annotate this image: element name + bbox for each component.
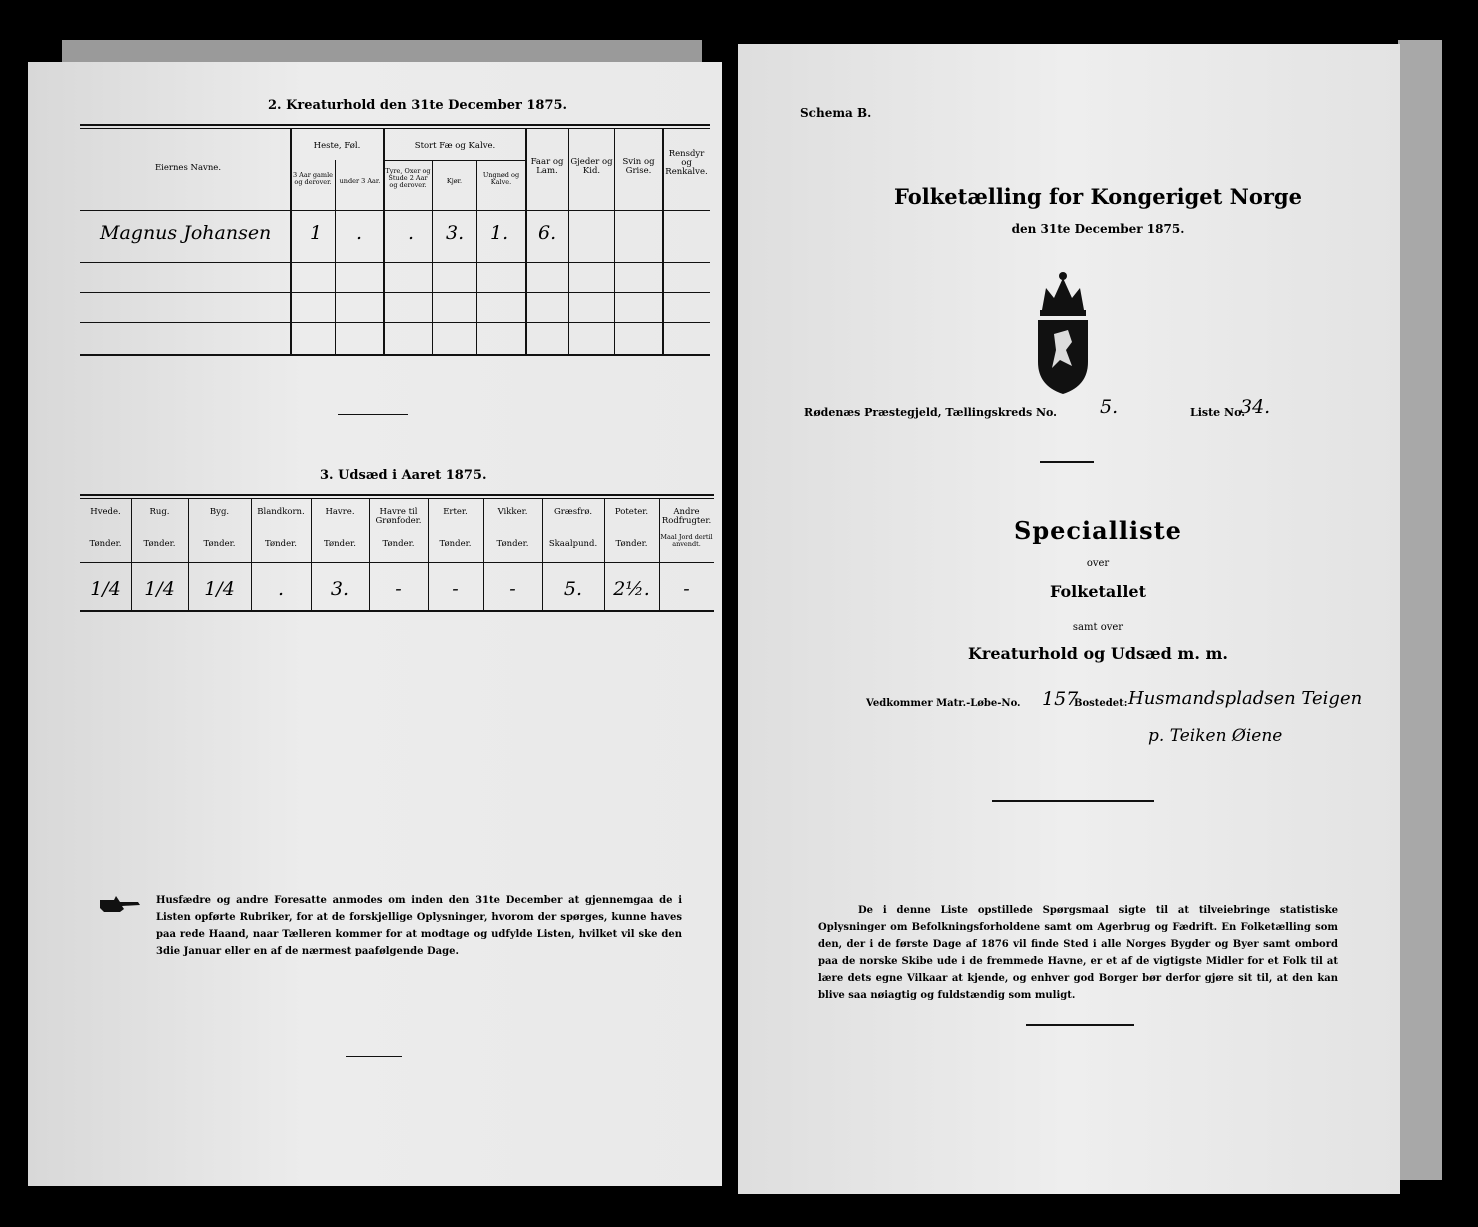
sowing-col-6-unit: Tønder. <box>439 539 472 549</box>
kreds-number: 5. <box>1100 396 1119 418</box>
special-title: Specialliste <box>1014 516 1182 545</box>
sowing-col-9-value: 2½. <box>613 578 650 600</box>
col-goats: Gjeder og Kid. <box>570 157 613 176</box>
main-title: Folketælling for Kongeriget Norge <box>894 184 1302 209</box>
bosted-label: Bostedet: <box>1074 698 1128 709</box>
sowing-col-0-unit: Tønder. <box>89 539 122 549</box>
sowing-col-4-value: 3. <box>330 578 350 600</box>
col-calves: Ungnød og Kalve. <box>482 171 520 186</box>
pointing-hand-icon <box>98 894 142 916</box>
col-horse-young: under 3 Aar. <box>339 177 381 185</box>
sowing-col-3-unit: Tønder. <box>265 539 297 549</box>
right-page <box>738 44 1400 1194</box>
notice-text: Husfædre og andre Foresatte anmodes om inden den 31te December at gjennemgaa de i Listen opførte Rubriker, for at de forskjellige Oplysninger, hvorom der spørges, kunne haves paa rede Haand, naar Tælleren kommer for at modtage og udfylde Listen, hvilket vil ske den 3die Januar eller en af de nærmest paafølgende Dage. <box>156 895 682 957</box>
sowing-col-8-unit: Skaalpund. <box>548 539 598 549</box>
right-sheet-edge <box>1398 40 1442 1180</box>
divider <box>992 800 1154 802</box>
census-date: den 31te December 1875. <box>1011 222 1185 236</box>
divider <box>338 414 408 415</box>
parish-label: Rødenæs Præstegjeld, Tællingskreds No. <box>804 406 1058 419</box>
sowing-col-0-label: Hvede. <box>90 507 121 517</box>
kreatur-label: Kreaturhold og Udsæd m. m. <box>968 644 1228 663</box>
sowing-col-4-unit: Tønder. <box>324 539 356 549</box>
col-reindeer: Rensdyr og Renkalve. <box>665 149 708 177</box>
left-sheet-edge <box>62 40 702 64</box>
livestock-title: 2. Kreaturhold den 31te December 1875. <box>268 98 568 113</box>
cows-value: 3. <box>446 222 465 244</box>
sowing-col-10-label: Andre Rodfrugter. <box>661 507 712 526</box>
calves-value: 1. <box>490 222 509 244</box>
bottom-divider <box>1026 1024 1134 1026</box>
col-horse-old: 3 Aar gamle og derover. <box>292 171 334 186</box>
bosted-line2: p. Teiken Øiene <box>1148 726 1283 746</box>
bottom-divider <box>346 1056 402 1057</box>
divider <box>1040 461 1094 463</box>
schema-label: Schema B. <box>800 106 872 120</box>
sowing-col-1-value: 1/4 <box>144 578 175 600</box>
sowing-col-9-unit: Tønder. <box>615 539 648 549</box>
sowing-col-1-label: Rug. <box>149 507 170 517</box>
explanation-text: De i denne Liste opstillede Spørgsmaal sigte til at tilveiebringe statistiske Oplysninger om Befolkningsforholdene samt om Agerbrug og Fædrift. En Folketælling som den, der i de første Dage af 1876 vil finde Sted i alle Norges Bygder og Byer samt ombord paa de norske Skibe ude i de fremmede Havne, er et af de vigtigste Midler for et Folk til at lære dets egne Vilkaar at kjende, og enhver god Borger bør derfor gjøre sit til, at den kan blive saa nøiagtig og fuldstændig som muligt. <box>818 905 1338 1001</box>
sowing-col-3-value: . <box>277 578 285 600</box>
sowing-title: 3. Udsæd i Aaret 1875. <box>320 468 487 483</box>
sowing-col-9-label: Poteter. <box>614 507 649 517</box>
sowing-col-5-unit: Tønder. <box>382 539 415 549</box>
matr-number: 157 <box>1042 688 1079 710</box>
bosted-line1: Husmandspladsen Teigen <box>1128 688 1363 709</box>
coat-of-arms-icon <box>1032 270 1094 396</box>
sowing-col-5-label: Havre til Grønfoder. <box>375 507 422 526</box>
sowing-col-7-label: Vikker. <box>497 507 528 517</box>
sowing-col-5-value: - <box>395 578 402 600</box>
folketallet-label: Folketallet <box>1050 582 1146 601</box>
samt-over-label: samt over <box>1072 622 1124 633</box>
sowing-col-4-label: Havre. <box>325 507 355 517</box>
col-pigs: Svin og Grise. <box>622 157 655 176</box>
matr-label: Vedkommer Matr.-Løbe-No. <box>866 698 1021 709</box>
sowing-col-6-value: - <box>452 578 459 600</box>
sowing-col-6-label: Erter. <box>443 507 468 517</box>
group-cattle: Stort Fæ og Kalve. <box>414 141 496 151</box>
horse-young-value: . <box>356 222 363 244</box>
sowing-col-0-value: 1/4 <box>90 578 121 600</box>
over-label: over <box>1086 558 1110 569</box>
left-page <box>28 62 722 1186</box>
sowing-col-2-value: 1/4 <box>204 578 235 600</box>
liste-number: 34. <box>1240 396 1271 418</box>
col-cows: Kjør. <box>446 177 463 185</box>
sowing-col-7-unit: Tønder. <box>496 539 529 549</box>
sowing-col-3-label: Blandkorn. <box>257 507 305 517</box>
sowing-col-8-label: Græsfrø. <box>553 507 593 517</box>
sowing-col-8-value: 5. <box>563 578 583 600</box>
sowing-col-10-value: - <box>683 578 690 600</box>
col-sheep: Faar og Lam. <box>530 157 564 176</box>
sowing-col-10-unit: Maal Jord dertil anvendt. <box>660 533 713 548</box>
sowing-col-2-label: Byg. <box>209 507 230 517</box>
horse-old-value: 1 <box>310 222 323 244</box>
owner-name: Magnus Johansen <box>100 222 272 244</box>
liste-label: Liste No. <box>1190 406 1246 419</box>
col-owner: Eiernes Navne. <box>154 163 222 173</box>
bulls-value: . <box>408 222 415 244</box>
group-horse: Heste, Føl. <box>313 141 361 151</box>
col-bulls: Tyre, Oxer og Stude 2 Aar og derover. <box>385 167 431 189</box>
sheep-value: 6. <box>538 222 557 244</box>
sowing-col-2-unit: Tønder. <box>203 539 236 549</box>
sowing-col-1-unit: Tønder. <box>143 539 176 549</box>
sowing-col-7-value: - <box>509 578 516 600</box>
